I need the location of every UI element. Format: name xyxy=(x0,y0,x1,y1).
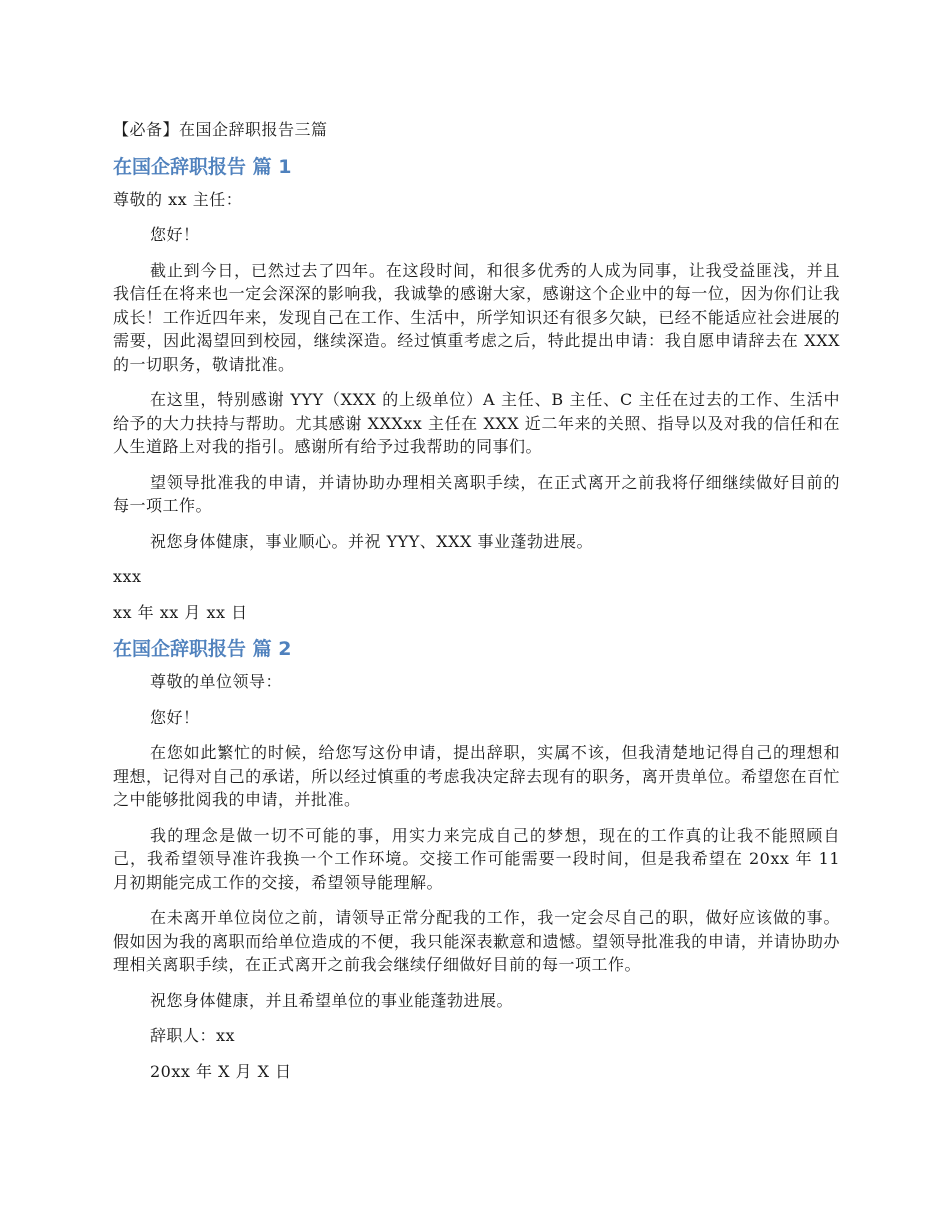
body-paragraph: 我的理念是做一切不可能的事，用实力来完成自己的梦想，现在的工作真的让我不能照顾自己，我希望领导准许我换一个工作环境。交接工作可能需要一段时间，但是我希望在 20xx 年 11 月初期能完成工作的交接，希望领导能理解。 xyxy=(113,825,840,892)
signature: xxx xyxy=(113,567,142,586)
body-paragraph: 在未离开单位岗位之前，请领导正常分配我的工作，我一定会尽自己的职，做好应该做的事。假如因为我的离职而给单位造成的不便，我只能深表歉意和遗憾。望领导批准我的申请，并请协助办理相关离职手续，在正式离开之前我会继续仔细做好目前的每一项工作。 xyxy=(113,908,840,974)
section-heading: 在国企辞职报告 篇 2 xyxy=(113,638,292,660)
greeting: 您好！ xyxy=(150,225,200,244)
body-paragraph: 望领导批准我的申请，并请协助办理相关离职手续，在正式离开之前我将仔细继续做好目前的每一项工作。 xyxy=(113,472,840,515)
section-2 xyxy=(113,636,840,1083)
date: xx 年 xx 月 xx 日 xyxy=(113,602,248,622)
body-paragraph: 在这里，特别感谢 YYY（XXX 的上级单位）A 主任、B 主任、C 主任在过去的工作、生活中给予的大力扶持与帮助。尤其感谢 XXXxx 主任在 XXX 近二年来的关照、指导以及对我的信任和在人生道路上对我的指引。感谢所有给予过我帮助的同事们。 xyxy=(113,390,840,456)
closing-paragraph: 祝您身体健康，事业顺心。并祝 YYY、XXX 事业蓬勃进展。 xyxy=(150,531,594,551)
body-paragraph: 截止到今日，已然过去了四年。在这段时间，和很多优秀的人成为同事，让我受益匪浅，并且我信任在将来也一定会深深的影响我，我诚挚的感谢大家，感谢这个企业中的每一位，因为你们让我成长！工作近四年来，发现自己在工作、生活中，所学知识还有很多欠缺，已经不能适应社会进展的需要，因此渴望回到校园，继续深造。经过慎重考虑之后，特此提出申请：我自愿申请辞去在 XXX 的一切职务，敬请批准。 xyxy=(113,260,840,374)
signature: 辞职人：xx xyxy=(150,1026,236,1045)
greeting: 您好！ xyxy=(150,707,200,727)
document-title: 【必备】在国企辞职报告三篇 xyxy=(113,120,328,139)
section-1 xyxy=(113,154,840,625)
salutation: 尊敬的单位领导： xyxy=(150,672,283,691)
salutation: 尊敬的 xx 主任： xyxy=(113,189,243,209)
section-heading: 在国企辞职报告 篇 1 xyxy=(113,155,292,178)
date: 20xx 年 X 月 X 日 xyxy=(150,1061,292,1081)
body-paragraph: 在您如此繁忙的时候，给您写这份申请，提出辞职，实属不该，但我清楚地记得自己的理想和理想，记得对自己的承诺，所以经过慎重的考虑我决定辞去现有的职务，离开贵单位。希望您在百忙之中能够批阅我的申请，并批准。 xyxy=(113,743,840,809)
closing-paragraph: 祝您身体健康，并且希望单位的事业能蓬勃进展。 xyxy=(150,990,514,1010)
document-page xyxy=(113,118,840,1095)
